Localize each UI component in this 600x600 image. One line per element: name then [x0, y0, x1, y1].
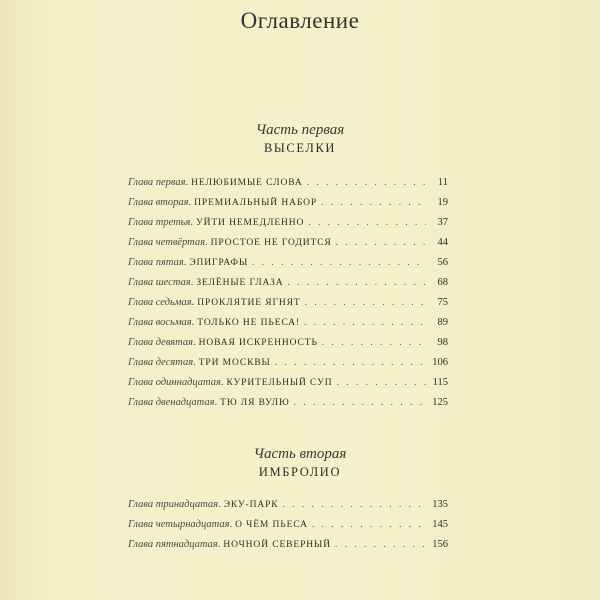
chapter-label: Глава тринадцатая [128, 499, 219, 510]
page-number: 19 [437, 197, 448, 208]
part-heading [0, 122, 600, 156]
toc-entry: Глава девятая . НОВАЯ ИСКРЕННОСТЬ . . . 98 [128, 337, 448, 357]
chapter-label: Глава пятая [128, 257, 184, 268]
chapter-label: Глава третья [128, 217, 191, 228]
chapter-list [128, 177, 448, 417]
chapter-label: Глава вторая [128, 197, 189, 208]
chapter-label: Глава четвёртая [128, 237, 206, 248]
dot-leader [321, 197, 426, 207]
chapter-title: ЭКУ-ПАРК [223, 500, 279, 510]
page-number: 145 [432, 519, 448, 530]
part-name: ВЫСЕЛКИ [263, 141, 337, 155]
toc-entry: Глава пятая . ЭПИГРАФЫ . . . 56 [128, 257, 448, 277]
chapter-label: Глава десятая [128, 357, 194, 368]
chapter-title: О ЧЁМ ПЬЕСА [235, 520, 308, 530]
chapter-label: Глава пятнадцатая [128, 539, 218, 550]
dot-leader [336, 237, 426, 247]
dot-leader [304, 317, 426, 327]
chapter-label: Глава двенадцатая [128, 397, 215, 408]
chapter-title: ПРОКЛЯТИЕ ЯГНЯТ [197, 298, 301, 308]
toc-entry: Глава первая . НЕЛЮБИМЫЕ СЛОВА . . . 11 [128, 177, 448, 197]
chapter-label: Глава первая [128, 177, 186, 188]
part-heading [0, 446, 600, 480]
page-title: Оглавление [240, 8, 360, 33]
part-number: Часть первая [255, 122, 345, 138]
chapter-title: ТРИ МОСКВЫ [198, 358, 271, 368]
chapter-title: НОЧНОЙ СЕВЕРНЫЙ [223, 540, 331, 550]
toc-entry: Глава третья . УЙТИ НЕМЕДЛЕННО . . . 37 [128, 217, 448, 237]
chapter-title: ТОЛЬКО НЕ ПЬЕСА! [197, 318, 301, 328]
dot-leader [275, 357, 426, 367]
part-number: Часть вторая [253, 446, 347, 462]
dot-leader [322, 337, 426, 347]
toc-entry: Глава восьмая . ТОЛЬКО НЕ ПЬЕСА! . . . 89 [128, 317, 448, 337]
dot-leader [287, 277, 426, 287]
page-number: 156 [432, 539, 448, 550]
toc-entry: Глава одиннадцатая . КУРИТЕЛЬНЫЙ СУП . . . 115 [128, 377, 448, 397]
page-number: 106 [432, 357, 448, 368]
toc-entry: Глава десятая . ТРИ МОСКВЫ . . . 106 [128, 357, 448, 377]
toc-entry: Глава четырнадцатая . О ЧЁМ ПЬЕСА . . . 145 [128, 519, 448, 539]
page-number: 98 [437, 337, 448, 348]
dot-leader [252, 257, 426, 267]
dot-leader [308, 217, 426, 227]
dot-leader [305, 297, 426, 307]
chapter-title: ПРЕМИАЛЬНЫЙ НАБОР [194, 198, 318, 208]
toc-entry: Глава вторая . ПРЕМИАЛЬНЫЙ НАБОР . . . 19 [128, 197, 448, 217]
page-number: 37 [437, 217, 448, 228]
page-number: 44 [437, 237, 448, 248]
chapter-label: Глава одиннадцатая [128, 377, 221, 388]
chapter-list [128, 499, 448, 559]
chapter-title: НЕЛЮБИМЫЕ СЛОВА [191, 178, 303, 188]
dot-leader [337, 377, 426, 387]
chapter-title: ЭПИГРАФЫ [189, 258, 249, 268]
chapter-label: Глава четырнадцатая [128, 519, 230, 530]
chapter-label: Глава восьмая [128, 317, 192, 328]
page-number: 11 [437, 177, 448, 188]
chapter-title: НОВАЯ ИСКРЕННОСТЬ [198, 338, 318, 348]
toc-entry: Глава двенадцатая . ТЮ ЛЯ ВУЛЮ . . . 125 [128, 397, 448, 417]
dot-leader [335, 539, 426, 549]
chapter-title: ЗЕЛЁНЫЕ ГЛАЗА [196, 278, 284, 288]
dot-leader [294, 397, 426, 407]
page-number: 75 [437, 297, 448, 308]
toc-entry: Глава тринадцатая . ЭКУ-ПАРК . . . 135 [128, 499, 448, 519]
toc-entry: Глава четвёртая . ПРОСТОЕ НЕ ГОДИТСЯ . . . 44 [128, 237, 448, 257]
page-number: 115 [432, 377, 448, 388]
dot-leader [312, 519, 426, 529]
dot-leader [307, 177, 426, 187]
chapter-title: ТЮ ЛЯ ВУЛЮ [220, 398, 290, 408]
part-name: ИМБРОЛИО [258, 465, 342, 479]
chapter-title: УЙТИ НЕМЕДЛЕННО [195, 218, 305, 228]
dot-leader [283, 499, 426, 509]
toc-entry: Глава шестая . ЗЕЛЁНЫЕ ГЛАЗА . . . 68 [128, 277, 448, 297]
chapter-label: Глава седьмая [128, 297, 192, 308]
page-number: 68 [437, 277, 448, 288]
toc-entry: Глава седьмая . ПРОКЛЯТИЕ ЯГНЯТ . . . 75 [128, 297, 448, 317]
chapter-label: Глава девятая [128, 337, 193, 348]
page-number: 125 [432, 397, 448, 408]
page-number: 135 [432, 499, 448, 510]
chapter-title: ПРОСТОЕ НЕ ГОДИТСЯ [210, 238, 332, 248]
page-number: 56 [437, 257, 448, 268]
chapter-label: Глава шестая [128, 277, 191, 288]
toc-entry: Глава пятнадцатая . НОЧНОЙ СЕВЕРНЫЙ . . . 156 [128, 539, 448, 559]
page-number: 89 [437, 317, 448, 328]
chapter-title: КУРИТЕЛЬНЫЙ СУП [226, 378, 333, 388]
